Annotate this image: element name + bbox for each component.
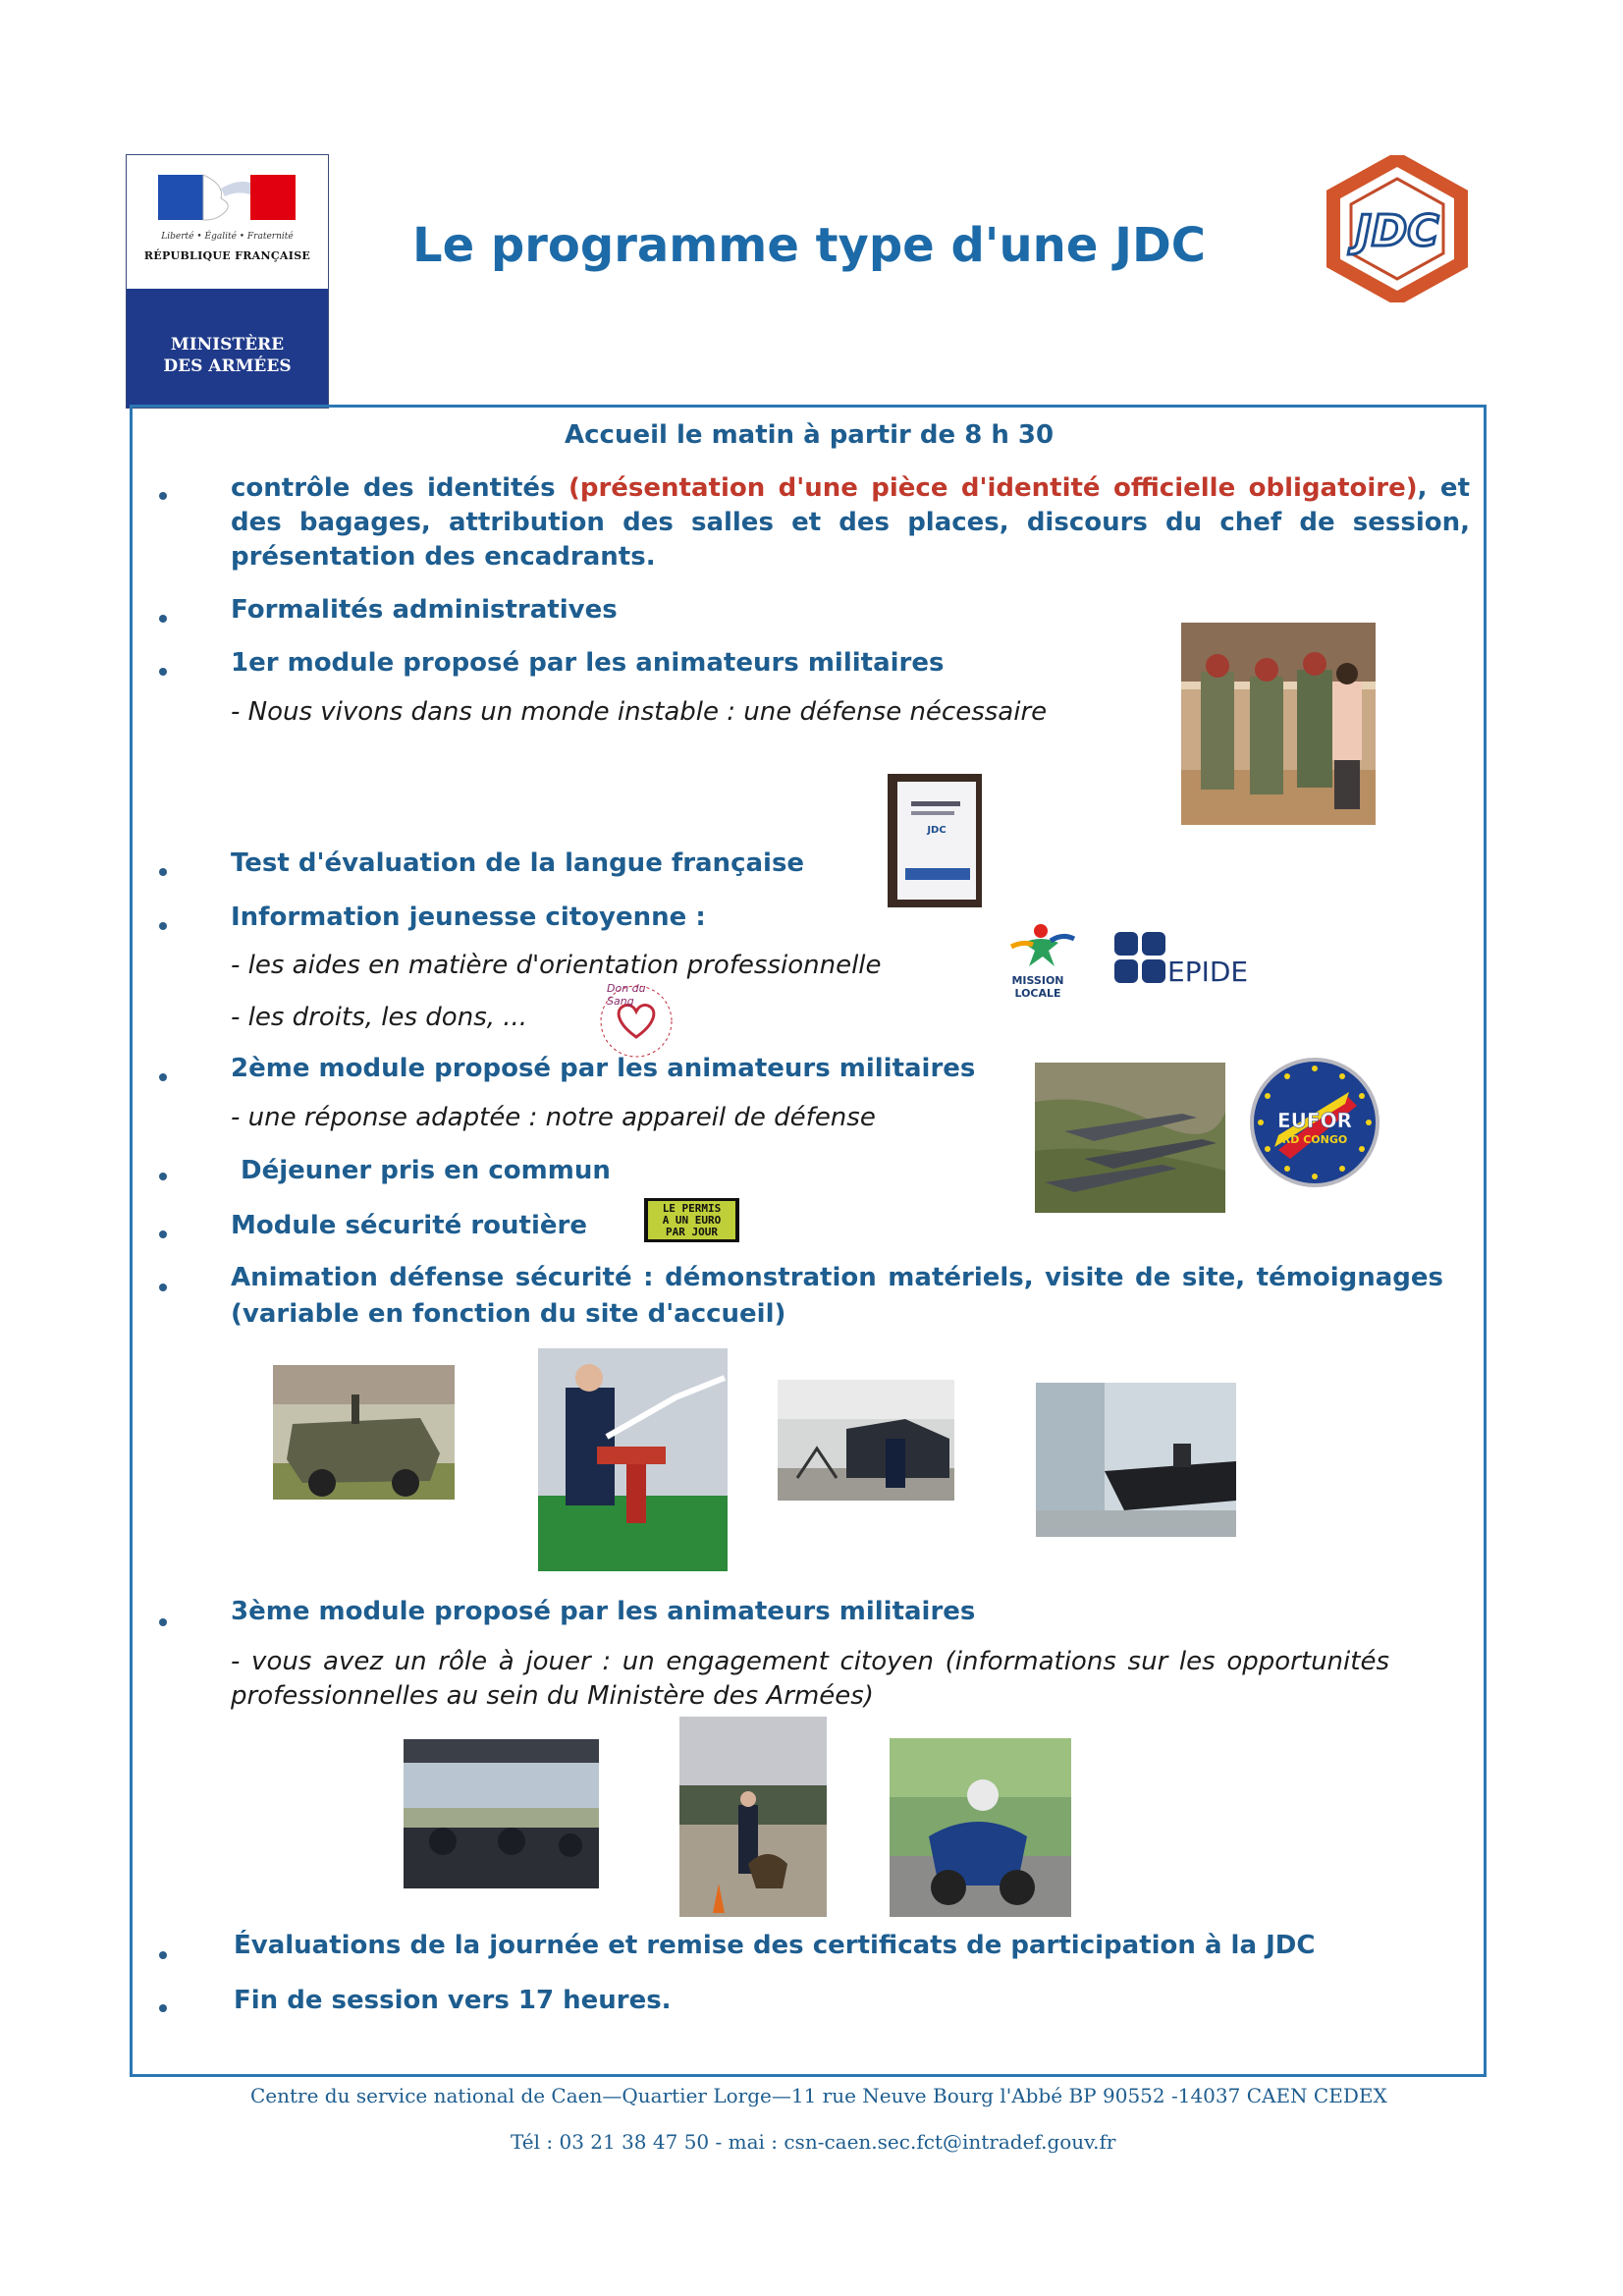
soldiers-photo (1181, 623, 1376, 825)
control-tower-photo (404, 1739, 599, 1888)
item-formalites: Formalités administratives (231, 595, 618, 625)
don-du-sang-text: Don du Sang (607, 982, 646, 1008)
bullet-icon (159, 615, 167, 623)
mission-locale-logo (994, 921, 1082, 1000)
armored-vehicle-photo (273, 1365, 455, 1500)
item-controle: contrôle des identités (présentation d'une pièce d'identité officielle obligatoire), et des bagages, attribution des salles et des places, discours du chef de session, présentation des encadrants. (231, 473, 1470, 572)
item-info-sub2: - les droits, les dons, ... (231, 1003, 528, 1032)
fighter-jets-photo (1035, 1063, 1225, 1213)
bullet-icon (159, 2004, 167, 2012)
bullet-icon (159, 668, 167, 676)
bullet-icon (159, 868, 167, 876)
bullet-icon (159, 1073, 167, 1081)
epide-icon (1112, 930, 1167, 987)
republic-name: RÉPUBLIQUE FRANÇAISE (143, 249, 311, 262)
item-animation: Animation défense sécurité : démonstration matériels, visite de site, témoignages (variable en fonction du site d'accueil) (231, 1263, 1443, 1329)
item-module3: 3ème module proposé par les animateurs militaires (231, 1597, 976, 1626)
item-module2-sub: - une réponse adaptée : notre appareil de défense (231, 1103, 876, 1132)
eufor-logo (1249, 1057, 1380, 1188)
bullet-icon (159, 492, 167, 500)
bullet-icon (159, 1173, 167, 1180)
marianne-flag-icon (127, 155, 328, 234)
item-test: Test d'évaluation de la langue française (231, 848, 805, 878)
bullet-icon (159, 1284, 167, 1291)
item-module1-sub: - Nous vivons dans un monde instable : une défense nécessaire (231, 697, 1048, 727)
accueil-heading: Accueil le matin à partir de 8 h 30 (565, 420, 1055, 450)
mission-locale-text: MISSION LOCALE (1011, 974, 1064, 1000)
item-module1: 1er module proposé par les animateurs militaires (231, 648, 945, 678)
ministry-line-2: DES ARMÉES (163, 356, 292, 376)
item-module3-sub: - vous avez un rôle à jouer : un engagement citoyen (informations sur les opportunités professionnelles au sein du Ministère des Armées) (231, 1647, 1389, 1711)
permis-line-1: LE PERMIS (662, 1202, 722, 1215)
item-info-sub1: - les aides en matière d'orientation professionnelle (231, 951, 882, 980)
footer-contact: Tél : 03 21 38 47 50 - mai : csn-caen.sec.fct@intradef.gouv.fr (511, 2130, 1116, 2154)
eufor-text: EUFOR (1277, 1109, 1352, 1132)
page-title: Le programme type d'une JDC (412, 218, 1207, 273)
epide-logo (1112, 930, 1250, 989)
bullet-icon (159, 1951, 167, 1959)
permis-line-3: PAR JOUR (666, 1226, 718, 1238)
jdc-logo-text: JDC (1355, 206, 1439, 256)
bullet-icon (159, 1230, 167, 1238)
item-evaluations: Évaluations de la journée et remise des certificats de participation à la JDC (234, 1931, 1316, 1960)
police-car-photo (778, 1380, 954, 1501)
motorcycle-police-photo (890, 1738, 1071, 1917)
submarine-photo (1036, 1383, 1236, 1537)
bullet-icon (159, 1618, 167, 1626)
fire-hose-photo (538, 1348, 728, 1571)
jdc-logo (1324, 155, 1471, 302)
permis-un-euro-logo (644, 1198, 739, 1242)
ministry-logo (126, 154, 329, 409)
ministry-band (127, 289, 328, 408)
item-securite: Module sécurité routière (231, 1211, 587, 1240)
bullet-icon (159, 922, 167, 930)
republic-motto: Liberté • Égalité • Fraternité (161, 232, 294, 242)
mission-locale-icon (994, 921, 1082, 970)
item-fin: Fin de session vers 17 heures. (234, 1986, 672, 2015)
epide-text: EPIDE (1167, 956, 1249, 988)
permis-line-2: A UN EURO (662, 1214, 722, 1227)
ministry-line-1: MINISTÈRE (170, 335, 285, 355)
eufor-subtext: RD CONGO (1281, 1133, 1348, 1146)
dog-handler-photo (679, 1717, 827, 1917)
item-dejeuner: Déjeuner pris en commun (241, 1156, 611, 1185)
item-module2: 2ème module proposé par les animateurs militaires (231, 1054, 976, 1083)
footer-address: Centre du service national de Caen—Quartier Lorge—11 rue Neuve Bourg l'Abbé BP 90552 -14037 CAEN CEDEX (250, 2084, 1387, 2107)
marianne-block (127, 155, 328, 289)
booklet-logo-text: JDC (927, 825, 947, 836)
don-du-sang-logo (597, 982, 676, 1061)
test-booklet-photo (888, 774, 982, 907)
item-info: Information jeunesse citoyenne : (231, 902, 706, 932)
